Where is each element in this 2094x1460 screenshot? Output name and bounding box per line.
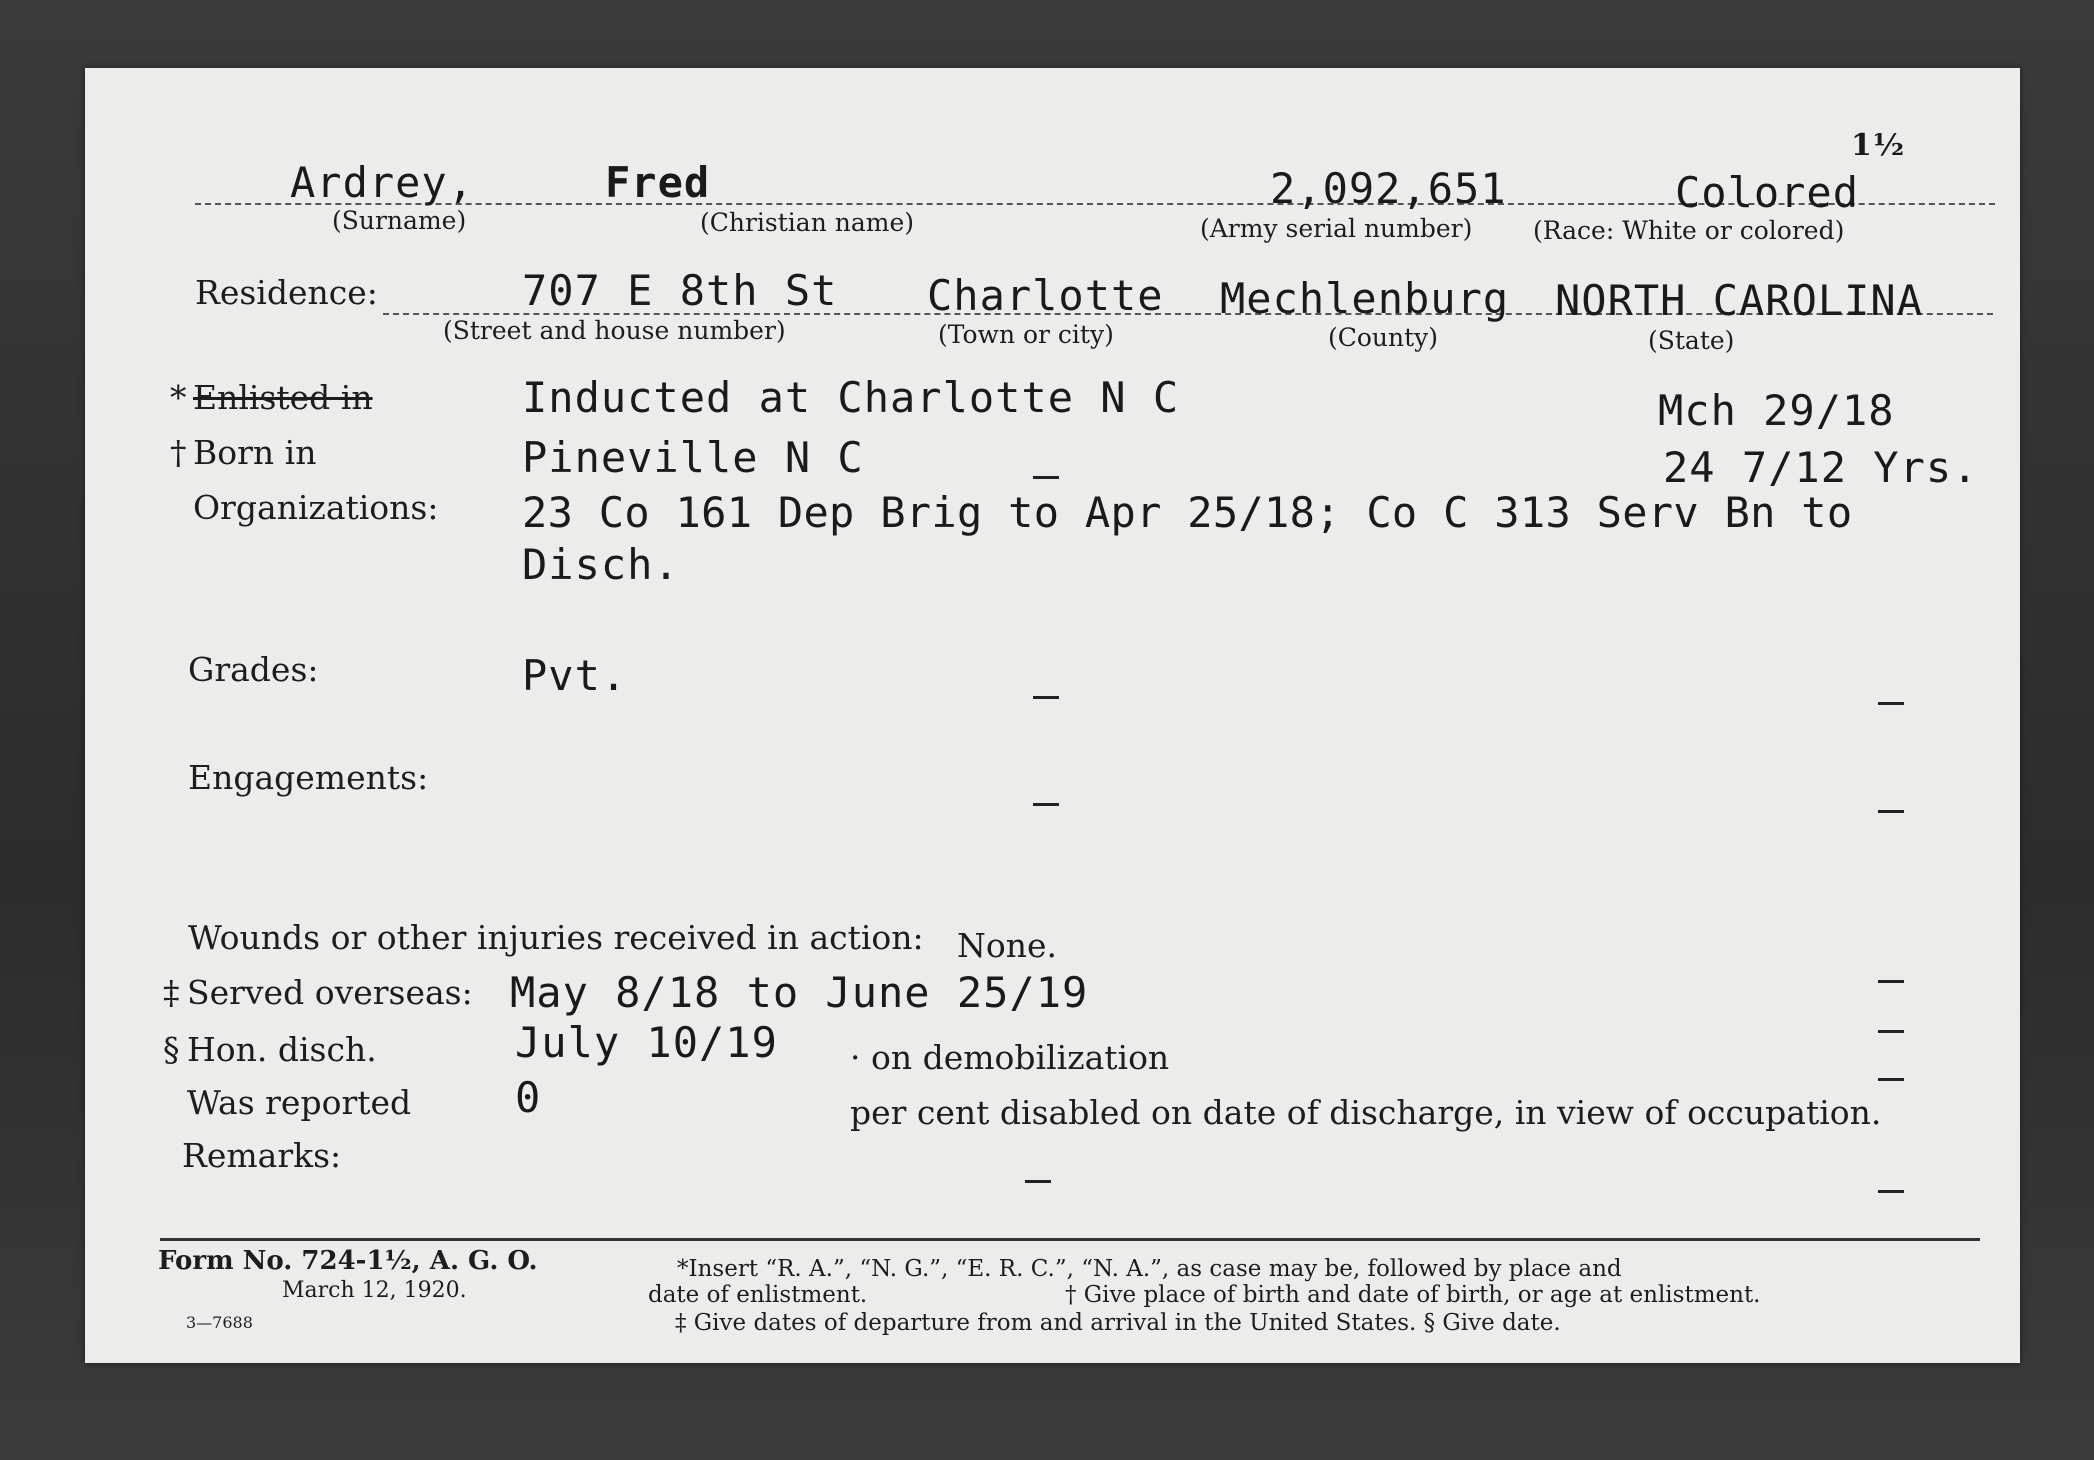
serial-number-caption: (Army serial number) [1200, 214, 1473, 243]
town-value: Charlotte [927, 271, 1164, 320]
serial-number-value: 2,092,651 [1270, 164, 1507, 213]
born-label: Born in [193, 433, 317, 472]
born-dash [1033, 476, 1059, 479]
overseas-marker: ‡ [163, 973, 180, 1012]
reported-value: 0 [515, 1073, 542, 1122]
state-caption: (State) [1648, 326, 1735, 355]
residence-label: Residence: [195, 273, 378, 312]
county-value: Mechlenburg [1220, 274, 1510, 323]
remarks-dash-middle [1025, 1180, 1051, 1183]
wounds-value: None. [957, 926, 1058, 965]
grades-value: Pvt. [522, 651, 628, 700]
footnote-enlistment-a: *Insert “R. A.”, “N. G.”, “E. R. C.”, “N. A.”, as case may be, followed by place and [677, 1256, 1622, 1282]
christian-name-value: Fred [605, 158, 711, 207]
demobilization-text: · on demobilization [850, 1038, 1170, 1077]
discharge-date-value: July 10/19 [515, 1018, 778, 1067]
grades-dash-right [1878, 702, 1904, 705]
service-record-card [85, 68, 2020, 1363]
footnote-enlistment-b: date of enlistment. [648, 1282, 868, 1308]
print-number: 3—7688 [186, 1313, 253, 1332]
grades-dash-middle [1033, 696, 1059, 699]
discharge-dash-right [1878, 1030, 1904, 1033]
county-caption: (County) [1328, 323, 1439, 352]
street-value: 707 E 8th St [522, 266, 838, 315]
reported-label: Was reported [187, 1083, 412, 1122]
form-number: Form No. 724-1½, A. G. O. [158, 1246, 538, 1276]
town-caption: (Town or city) [938, 320, 1114, 349]
street-caption: (Street and house number) [443, 316, 786, 345]
percent-disabled-text: per cent disabled on date of discharge, in view of occupation. [850, 1093, 1882, 1132]
discharge-marker: § [163, 1030, 180, 1069]
race-caption: (Race: White or colored) [1533, 216, 1845, 245]
footer-rule [160, 1238, 1980, 1241]
corner-mark: 1½ [1851, 128, 1906, 163]
footnote-birth: † Give place of birth and date of birth, or age at enlistment. [1065, 1282, 1761, 1308]
born-value: Pineville N C [522, 433, 864, 482]
engagements-dash-middle [1033, 803, 1059, 806]
enlisted-marker: * [170, 378, 187, 417]
organizations-label: Organizations: [193, 488, 439, 527]
state-value: NORTH CAROLINA [1555, 276, 1924, 325]
christian-name-caption: (Christian name) [700, 208, 915, 237]
wounds-label: Wounds or other injuries received in action: [188, 918, 924, 957]
age-value: 24 7/12 Yrs. [1663, 443, 1979, 492]
discharge-label: Hon. disch. [187, 1030, 377, 1069]
footnote-overseas: ‡ Give dates of departure from and arrival in the United States. § Give date. [675, 1310, 1561, 1336]
surname-value: Ardrey, [290, 158, 475, 207]
born-marker: † [170, 433, 187, 472]
organizations-value-line1: 23 Co 161 Dep Brig to Apr 25/18; Co C 313 Serv Bn to [522, 488, 1853, 537]
engagements-dash-right [1878, 810, 1904, 813]
enlisted-label: Enlisted in [193, 378, 373, 417]
overseas-label: Served overseas: [187, 973, 473, 1012]
overseas-dash-right [1878, 980, 1904, 983]
remarks-label: Remarks: [182, 1136, 342, 1175]
enlisted-value: Inducted at Charlotte N C [522, 373, 1180, 422]
form-date: March 12, 1920. [282, 1278, 467, 1303]
race-value: Colored [1675, 168, 1860, 217]
reported-dash-right [1878, 1078, 1904, 1081]
grades-label: Grades: [188, 650, 319, 689]
organizations-value-line2: Disch. [522, 540, 680, 589]
remarks-dash-right [1878, 1190, 1904, 1193]
overseas-value: May 8/18 to June 25/19 [510, 968, 1089, 1017]
engagements-label: Engagements: [188, 758, 429, 797]
surname-caption: (Surname) [332, 206, 467, 235]
enlisted-date-value: Mch 29/18 [1658, 386, 1895, 435]
